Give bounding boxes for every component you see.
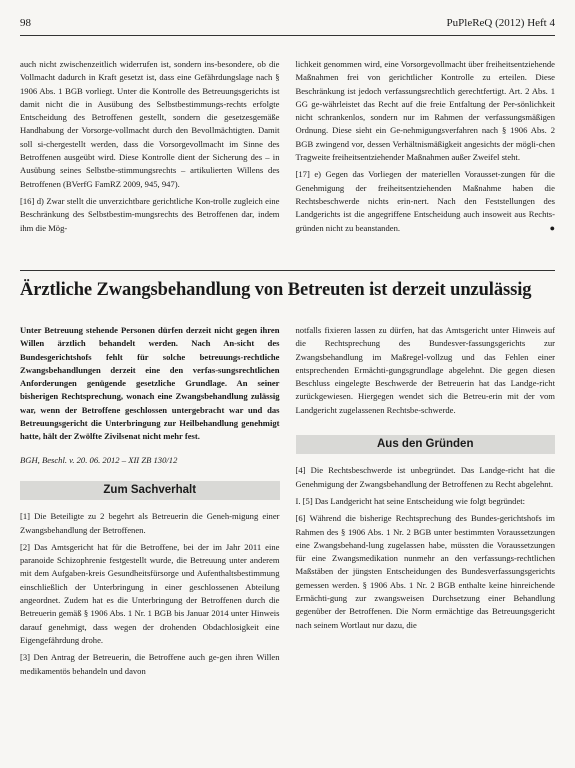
bottom-right-column [296,324,556,682]
paragraph: [2] Das Amtsgericht hat für die Betroffene, bei der im Jahr 2011 eine paranoide Schizophrenie festgestellt wurde, die Betreuung unter anderem mit dem Aufgaben-kreis Gesundheitsfürsorge und Aufenthaltsbestimmung einschließlich der Unterbringung in einer geschlossenen Abteilung angeordnet. Zudem hat es die Unterbringung der Betroffenen durch die Betreuerin gemäß § 1906 Abs. 1 Nr. 1 BGB bis Januar 2014 unter Hinweis darauf genehmigt, dass wegen der drohenden Obdachlosigkeit eine Eigengefährdung drohe. [20,541,280,645]
article-lead: Unter Betreuung stehende Personen dürfen derzeit nicht gegen ihren Willen ärztlich behandelt werden. Nach An-sicht des Bundesgerichtshofs fehlt für solche betreuungs-rechtliche Zwangsbehandlungen derzeit eine den verfas-sungsrechtlichen Anforderungen genügende gesetzliche Grundlage. An seiner bisherigen Rechtsprechung, wonach eine Zwangsbehandlung zulässig war, wenn der Betroffene geschlossen untergebracht war und das Betreuungsgericht die Unterbringung zur Heilbehandlung genehmigt hatte, hält der Zwölfte Zivilsenat nicht mehr fest. [20,325,280,442]
paragraph: notfalls fixieren lassen zu dürfen, hat das Amtsgericht unter Hinweis auf die Rechtsprechung des Bundesver-fassungsgerichts zur Zwangsbehandlung im Maßregel-vollzug und das Fehlen einer entsprechenden Ermächti-gungsgrundlage abgelehnt. Die gegen diesen Beschluss eingelegte Beschwerde der Betreuerin hat das Landge-richt zurückgewiesen. Hiergegen wendet sich die Betreu-erin mit der vom Landgericht zugelassenen Rechtsbe-schwerde. [295,325,555,415]
paragraph: lichkeit genommen wird, eine Vorsorgevollmacht über freiheitsentziehende Maßnahmen frei von gerichtlicher Kontrolle zu erteilen. Diese Beschränkung ist jedoch verfassungsrechtlich gerechtfertigt. Art. 2 Abs. 1 GG ge-währleistet das Recht auf die freie Entfaltung der Per-sönlichkeit nicht schrankenlos, sondern nur im Rahmen der verfassungsmäßigen Ordnung. Diese sieht ein Ge-nehmigungsverfahren nach § 1906 Abs. 2 BGB zwingend vor, dessen Verhältnismäßigkeit angesichts der mögli-chen Tragweite freiheitsentziehender Maßnahmen außer Zweifel steht. [295,59,555,163]
paragraph: I. [5] Das Landgericht hat seine Entscheidung wie folgt begründet: [295,495,526,506]
title-rule [20,270,555,271]
top-right-column [296,58,556,239]
top-left-column [20,58,280,239]
paragraph [296,168,556,234]
paragraph: [1] Die Beteiligte zu 2 begehrt als Betreuerin die Geneh-migung einer Zwangsbehandlung der Betroffenen. [20,511,280,535]
header-rule [20,35,555,36]
paragraph: [6] Während die bisherige Rechtsprechung des Bundes-gerichtshofs im Rahmen des § 1906 Abs. 1 Nr. 2 BGB unter bestimmten Voraussetzungen eine Zwangsbehand-lung zugelassen habe, müssten die Voraussetzungen für eine Zwangsmedikation nunmehr an den verfassungs-rechtlichen Maßstäben der jüngsten Entscheidungen des Bundesverfassungsgerichts gemessen werden. § 1906 Abs. 1 Nr. 2 BGB enthalte keine hinreichende Ermächti-gung zur zwangsweisen Durchsetzung einer Behandlung gegenüber der Betroffenen. Die Norm ermächtige das Betreuungsgericht nach seinem Wortlaut nur dazu, die [295,513,555,630]
previous-article-continuation [20,58,555,239]
paragraph: [16] d) Zwar stellt die unverzichtbare gerichtliche Kon-trolle zugleich eine Beschränkung des Selbstbestim-mungsrechts des Betroffenen dar, indem ihm die Mög- [20,195,280,233]
end-of-article-mark: ● [549,222,555,233]
article-title: Ärztliche Zwangsbehandlung von Betreuten ist derzeit unzulässig [20,280,532,300]
paragraph: [4] Die Rechtsbeschwerde ist unbegründet. Das Landge-richt hat die Genehmigung der Zwangsbehandlung der Betroffenen zu Recht abgelehnt. [295,465,555,489]
paragraph: auch nicht zwischenzeitlich widerrufen ist, sondern ins-besondere, ob die Vollmacht dadurch in Kraft gesetzt ist, dass eine Gefährdungslage nach § 1906 Abs. 1 BGB vorliegt. Unter die Kontrolle des Betreuungsgerichts ist damit nicht die in Ausübung des Selbstbestimmungs-rechts erfolgte Entscheidung des Betroffenen gestellt, sondern die gesetzesgemäße Handhabung der Vorsorge-vollmacht durch den Bevollmächtigten. Damit soll si-chergestellt werden, dass die Vorsorgevollmacht im Sinne des Betroffenen ausgeübt wird. Diese Kontrolle dient der Sicherung des – in Ausübung seines Selbstbe-stimmungsrechts – artikulierten Willens des Betroffenen (BVerfG FamRZ 2009, 945, 947). [20,59,280,189]
journal-issue: PuPleReQ (2012) Heft 4 [446,17,555,29]
running-header [20,14,555,32]
case-citation: BGH, Beschl. v. 20. 06. 2012 – XII ZB 130/12 [20,454,178,465]
bottom-left-column [20,324,280,682]
section-heading-reasons: Aus den Gründen [296,435,556,454]
article-body [20,324,555,682]
paragraph-text: [17] e) Gegen das Vorliegen der materiellen Vorausset-zungen für die Genehmigung der freiheitsentziehenden Maßnahme haben die Rechtsbeschwerde nichts erin-nert. Nach den Feststellungen des Landgerichts ist die angegriffene Entscheidung auch insoweit aus Rechts-gründen nicht zu beanstanden. [295,169,555,233]
page-number: 98 [20,17,31,29]
section-heading-facts: Zum Sachverhalt [20,481,280,500]
paragraph: [3] Den Antrag der Betreuerin, die Betroffene auch ge-gen ihren Willen medikamentös behandeln und davon [20,652,280,676]
